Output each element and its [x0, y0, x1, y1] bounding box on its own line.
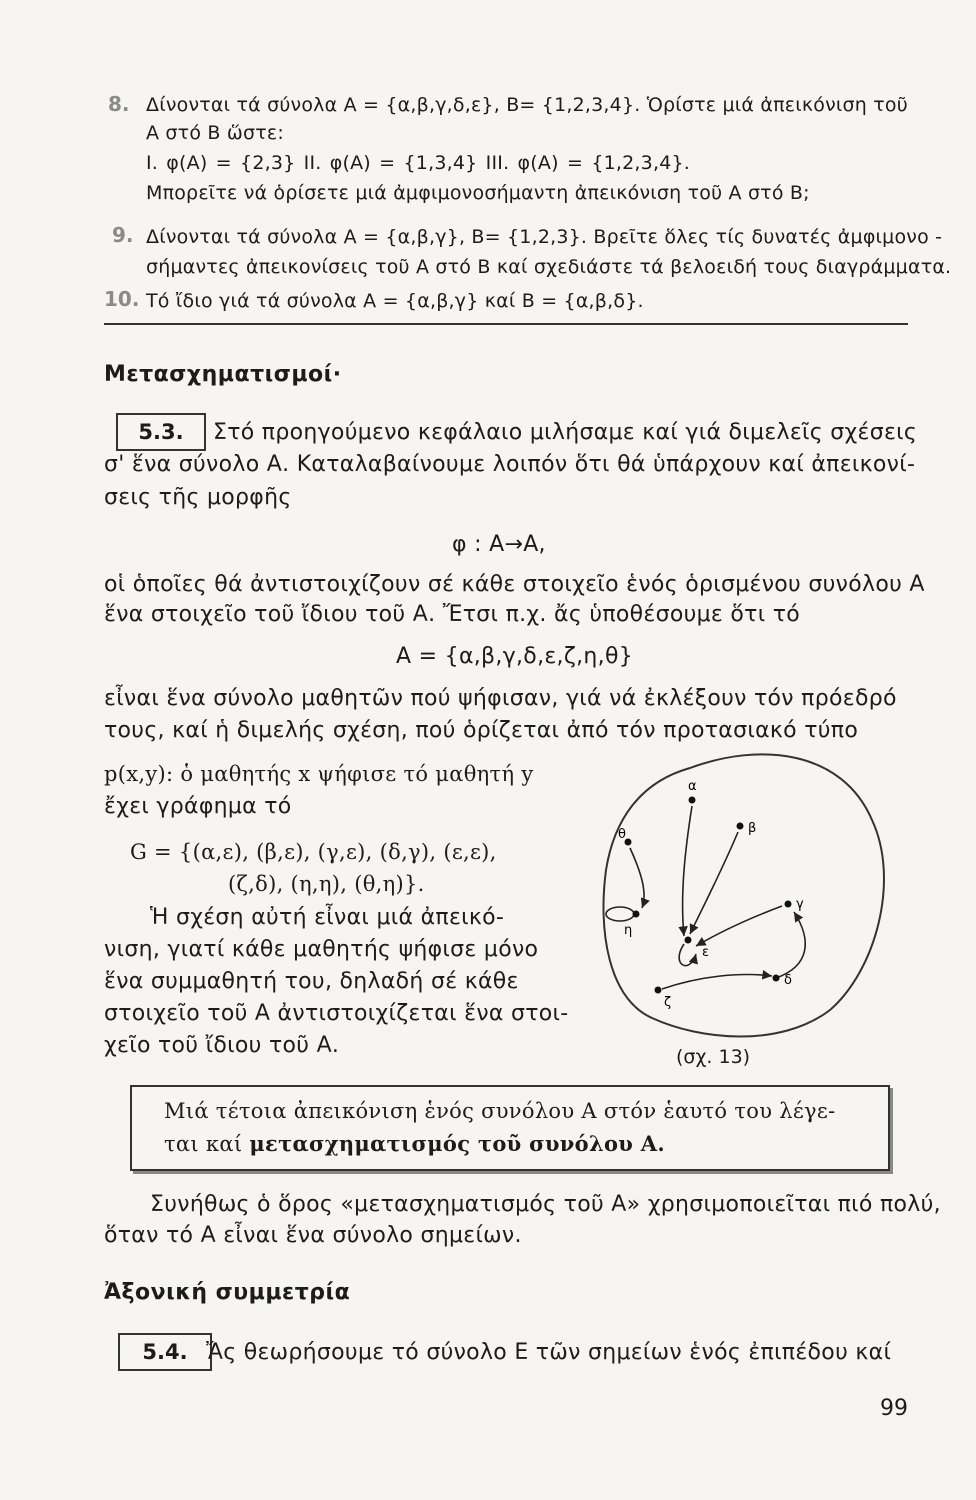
arrow-theta-eta — [630, 848, 644, 908]
section-5-3-label: 5.3. — [116, 413, 206, 451]
point-gamma — [785, 901, 792, 908]
label-beta: β — [748, 821, 757, 836]
sec53-graph-line-1: G = {(α,ε), (β,ε), (γ,ε), (δ,γ), (ε,ε), — [130, 840, 497, 864]
exercise-8-line-1: Δίνονται τά σύνολα Α = {α,β,γ,δ,ε}, Β= {1,2,3,4}. Ὁρίστε μιά ἀπεικόνιση τοῦ — [146, 94, 908, 116]
sec53-para-line-3: ἕνα συμμαθητή του, δηλαδή σέ κάθε — [104, 969, 519, 994]
section-5-4-label: 5.4. — [118, 1333, 212, 1371]
exercise-8-line-3: I. φ(A) = {2,3} II. φ(A) = {1,3,4} III. φ(A) = {1,2,3,4}. — [146, 152, 691, 174]
diagram-boundary — [603, 754, 883, 1036]
point-alpha — [689, 797, 696, 804]
definition-line-1: Μιά τέτοια ἀπεικόνιση ἑνός συνόλου Α στόν ἑαυτό του λέγε- — [164, 1099, 836, 1123]
after-box-line-1: Συνήθως ὁ ὅρος «μετασχηματισμός τοῦ Α» χρησιμοποιεῖται πιό πολύ, — [150, 1192, 941, 1217]
loop-eta — [606, 907, 634, 921]
after-box-line-2: ὅταν τό Α εἶναι ἕνα σύνολο σημείων. — [104, 1223, 522, 1248]
point-zeta — [655, 987, 662, 994]
sec53-predicate: p(x,y): ὁ μαθητής x ψήφισε τό μαθητή y — [104, 762, 534, 786]
point-delta — [773, 975, 780, 982]
sec53-para-line-5: χεῖο τοῦ ἴδιου τοῦ Α. — [104, 1033, 340, 1058]
sec53-set-a: A = {α,β,γ,δ,ε,ζ,η,θ} — [396, 644, 633, 669]
definition-box — [130, 1085, 890, 1171]
definition-line-2-plain: ται καί — [164, 1132, 250, 1156]
label-gamma: γ — [796, 897, 804, 912]
exercise-9-number: 9. — [112, 223, 134, 247]
arrow-delta-gamma — [776, 912, 805, 978]
section2-title: Ἀξονική συμμετρία — [104, 1280, 351, 1305]
arrow-beta-epsilon — [690, 832, 738, 934]
label-delta: δ — [784, 973, 792, 988]
exercise-9-line-2: σήμαντες ἀπεικονίσεις τοῦ Α στό Β καί σχεδιάστε τά βελοειδή τους διαγράμματα. — [146, 256, 952, 278]
divider-rule — [104, 323, 908, 325]
sec54-line-1: Ἄς θεωρήσουμε τό σύνολο Ε τῶν σημείων ἑνός ἐπιπέδου καί — [206, 1340, 892, 1365]
arrow-alpha-epsilon — [683, 806, 692, 936]
definition-term: μετασχηματισμός τοῦ συνόλου Α. — [249, 1131, 665, 1156]
label-zeta: ζ — [664, 995, 672, 1010]
sec53-line-7: τους, καί ἡ διμελής σχέση, πού ὁρίζεται ἀπό τόν προτασιακό τύπο — [104, 718, 859, 743]
label-theta: θ — [618, 827, 626, 842]
exercise-9-line-1: Δίνονται τά σύνολα Α = {α,β,γ}, Β= {1,2,3}. Βρεῖτε ὅλες τίς δυνατές ἀμφιμονο - — [146, 226, 943, 248]
sec53-graph-line-2: (ζ,δ), (η,η), (θ,η)}. — [228, 872, 425, 896]
sec53-graph-intro: ἔχει γράφημα τό — [104, 794, 292, 819]
exercise-8-number: 8. — [108, 92, 130, 116]
sec53-para-line-1: Ἡ σχέση αὐτή εἶναι μιά ἀπεικό- — [150, 905, 505, 930]
sec53-para-line-2: νιση, γιατί κάθε μαθητής ψήφισε μόνο — [104, 937, 539, 962]
exercise-10-number: 10. — [104, 287, 140, 311]
loop-epsilon — [679, 944, 696, 966]
page-number: 99 — [880, 1396, 908, 1421]
point-epsilon — [685, 937, 692, 944]
definition-line-2 — [164, 1131, 665, 1156]
arrow-gamma-epsilon — [696, 906, 782, 946]
sec53-formula: φ : A→A, — [452, 532, 546, 557]
sec53-line-4: οἱ ὁποῖες θά ἀντιστοιχίζουν σέ κάθε στοιχεῖο ἑνός ὁρισμένου συνόλου Α — [104, 572, 925, 597]
arrow-zeta-delta — [662, 975, 772, 989]
section-title: Μετασχηματισμοί· — [104, 362, 342, 387]
figure-caption: (σχ. 13) — [676, 1046, 751, 1068]
label-alpha: α — [688, 779, 697, 794]
label-epsilon: ε — [702, 945, 710, 960]
sec53-line-1: Στό προηγούμενο κεφάλαιο μιλήσαμε καί γιά διμελεῖς σχέσεις — [213, 420, 918, 445]
sec53-line-5: ἕνα στοιχεῖο τοῦ ἴδιου τοῦ Α. Ἔτσι π.χ. ἄς ὑποθέσουμε ὅτι τό — [104, 602, 801, 627]
label-eta: η — [624, 923, 633, 938]
point-beta — [737, 823, 744, 830]
exercise-8-line-2: Α στό Β ὥστε: — [146, 122, 284, 144]
arrow-diagram — [580, 740, 910, 1080]
exercise-8-line-4: Μπορεῖτε νά ὁρίσετε μιά ἀμφιμονοσήμαντη ἀπεικόνιση τοῦ Α στό Β; — [146, 182, 810, 204]
sec53-line-6: εἶναι ἕνα σύνολο μαθητῶν πού ψήφισαν, γιά νά ἐκλέξουν τόν πρόεδρό — [104, 686, 897, 711]
exercise-10-line-1: Τό ἴδιο γιά τά σύνολα Α = {α,β,γ} καί Β = {α,β,δ}. — [146, 290, 644, 312]
sec53-para-line-4: στοιχεῖο τοῦ Α ἀντιστοιχίζεται ἕνα στοι- — [104, 1001, 569, 1026]
sec53-line-3: σεις τῆς μορφῆς — [104, 485, 292, 510]
point-eta — [633, 911, 640, 918]
sec53-line-2: σ' ἕνα σύνολο Α. Καταλαβαίνουμε λοιπόν ὅτι θά ὑπάρχουν καί ἀπεικονί- — [104, 452, 916, 477]
